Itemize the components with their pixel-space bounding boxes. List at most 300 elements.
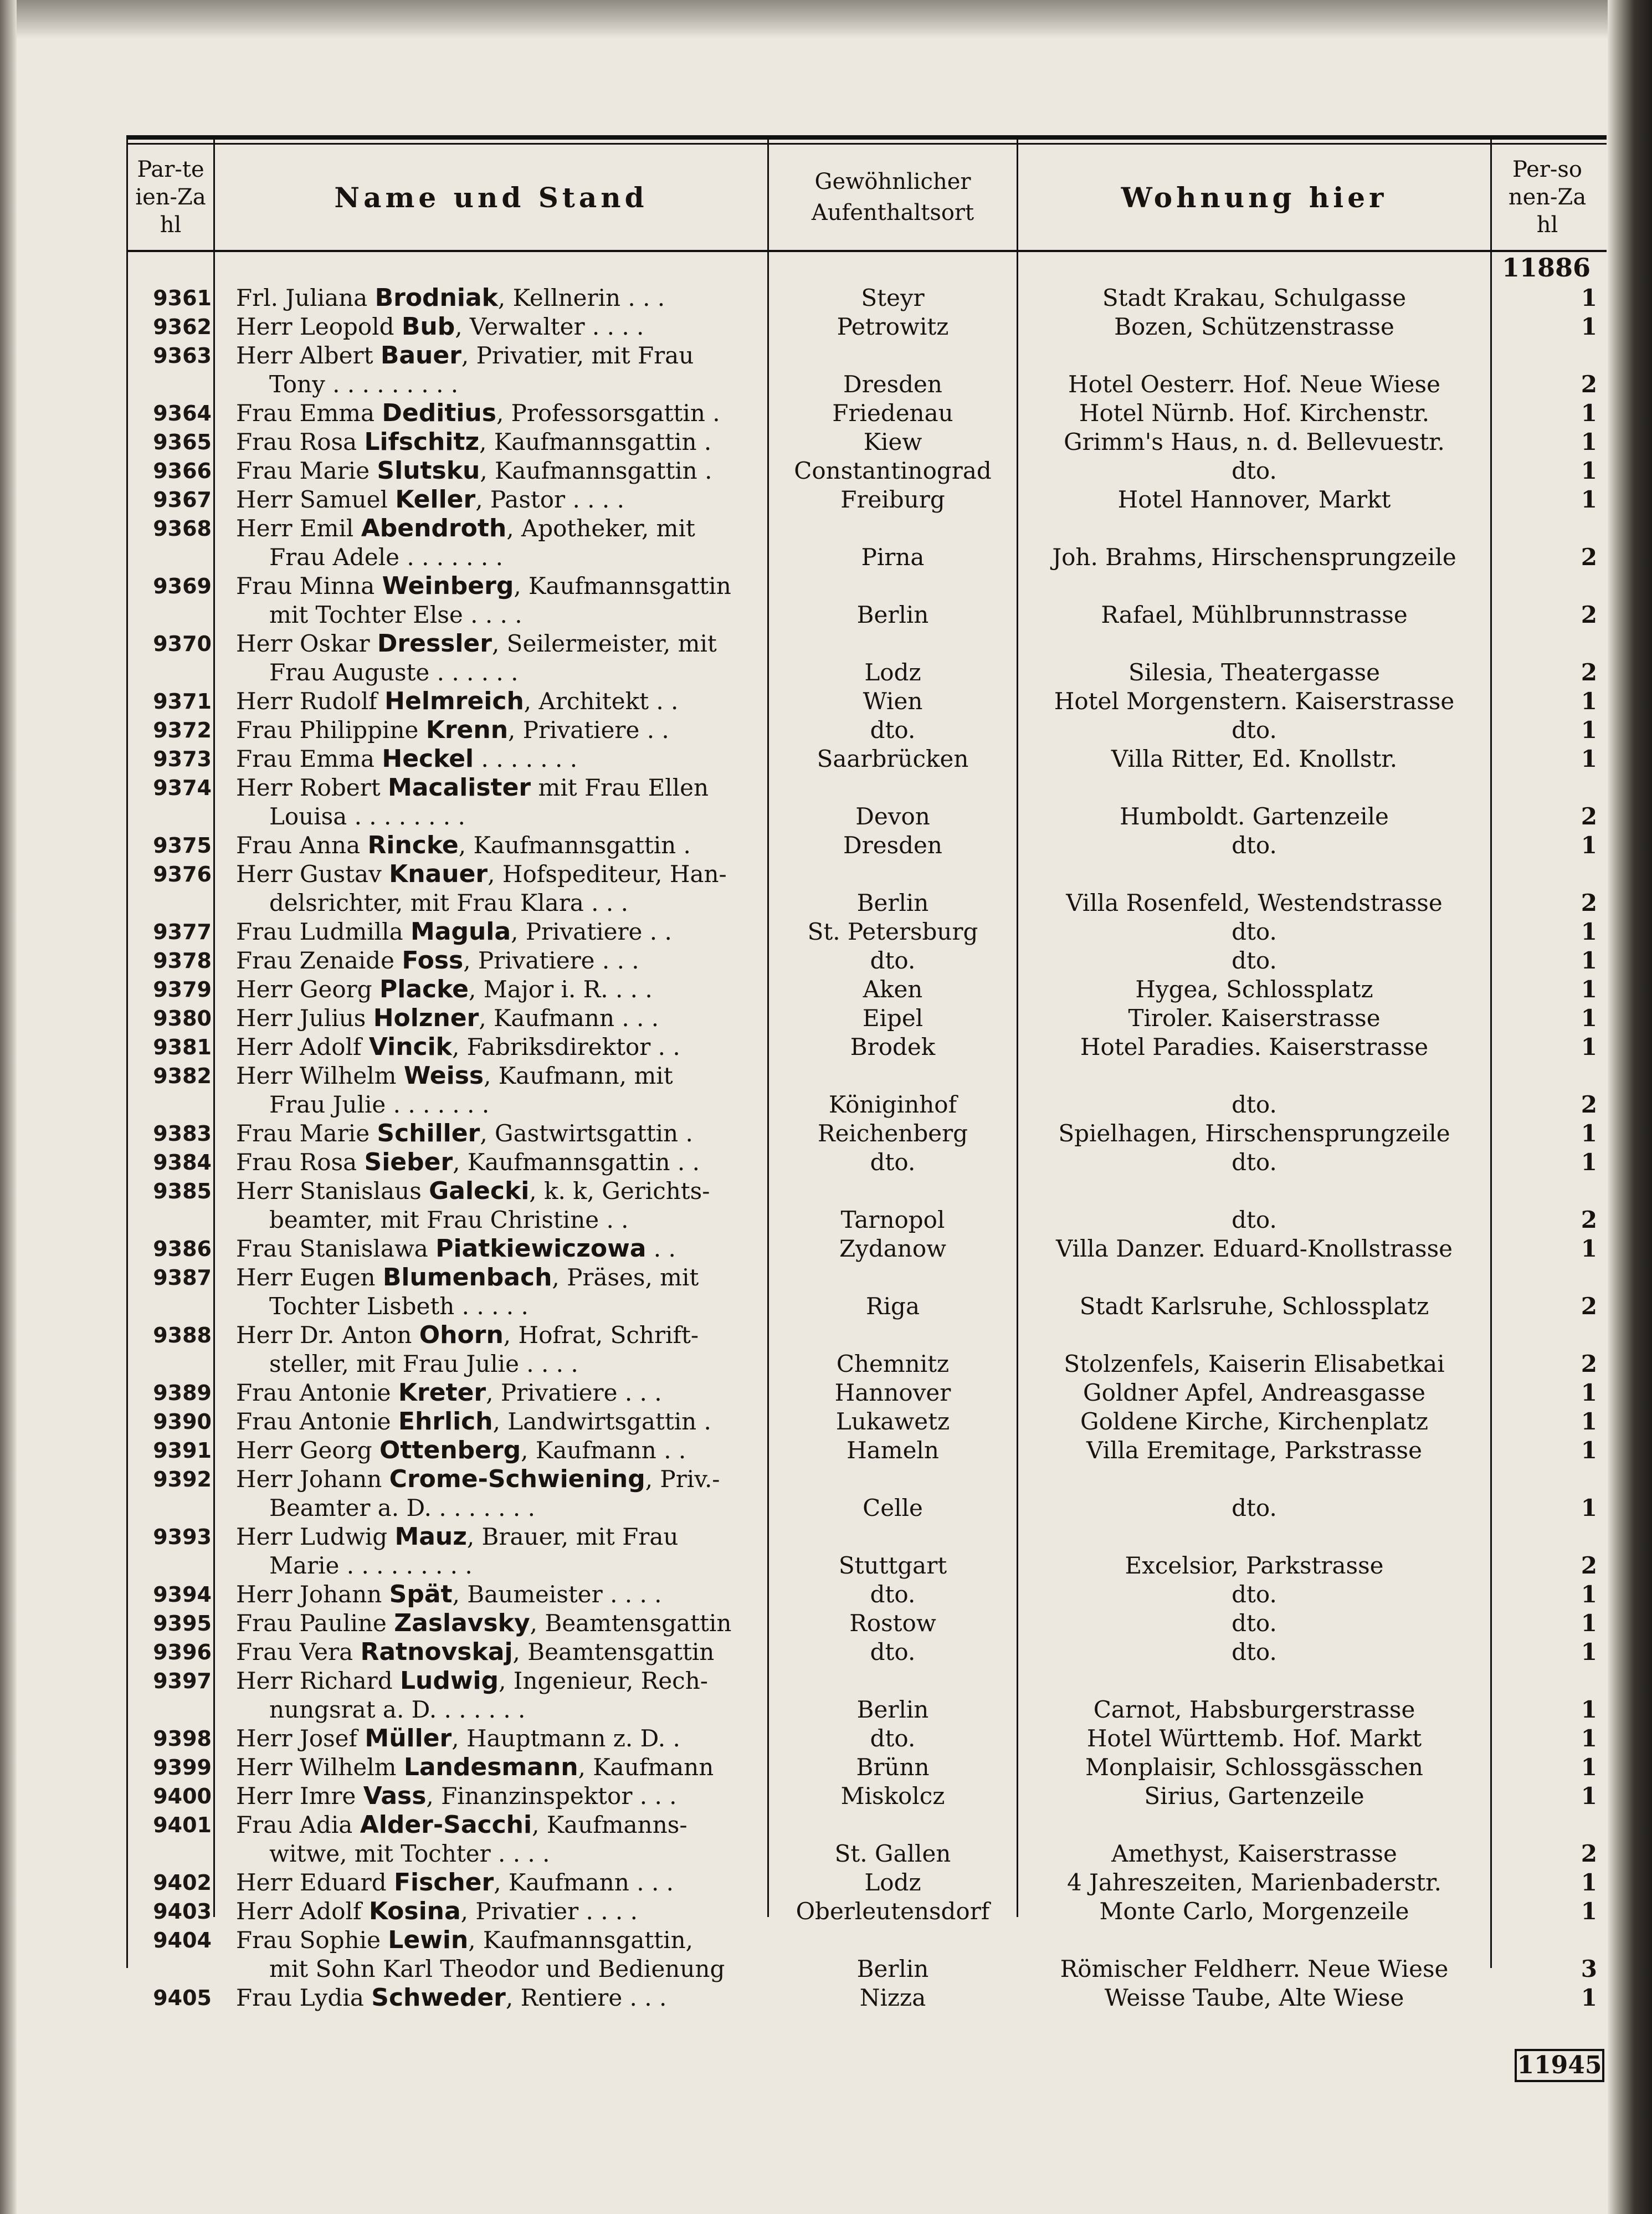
given-name: Herr Julius (236, 1004, 373, 1032)
local-address: Stadt Karlsruhe, Schlossplatz (1079, 1293, 1429, 1320)
surname: Slutsku (377, 457, 480, 485)
occupation: , Hauptmann z. D. . (452, 1725, 680, 1752)
party-number: 9394 (153, 1582, 212, 1607)
given-name: Herr Wilhelm (236, 1754, 404, 1781)
local-address: Hygea, Schlossplatz (1135, 976, 1373, 1003)
usual-residence: Berlin (856, 601, 929, 628)
local-address: Hotel Morgenstern. Kaiserstrasse (1054, 688, 1455, 715)
occupation: , Kaufmann . . . (479, 1004, 659, 1032)
local-address: Römischer Feldherr. Neue Wiese (1060, 1955, 1449, 1982)
usual-residence: Petrowitz (837, 313, 949, 340)
local-address: Amethyst, Kaiserstrasse (1111, 1840, 1397, 1867)
occupation: , Kaufmannsgattin (514, 572, 731, 599)
surname: Kosina (368, 1897, 461, 1925)
occupation: , Architekt . . (524, 688, 679, 715)
surname: Bauer (380, 341, 461, 370)
party-number: 9362 (153, 315, 212, 339)
surname: Ludwig (399, 1667, 499, 1695)
local-address: Spielhagen, Hirschensprungzeile (1058, 1120, 1450, 1147)
occupation: , Kaufmanns- (532, 1811, 688, 1838)
header-wohnung-hier (1018, 145, 1490, 249)
person-count: 1 (1581, 1408, 1597, 1435)
register-row (126, 1119, 1607, 1148)
header-wohnung-text: Wohnung hier (1121, 181, 1388, 214)
surname: Dressler (377, 629, 492, 658)
register-row (126, 1782, 1607, 1811)
local-address: Hotel Oesterr. Hof. Neue Wiese (1068, 371, 1440, 398)
surname: Alder-Sacchi (360, 1811, 532, 1839)
usual-residence: Oberleutensdorf (796, 1898, 990, 1925)
party-number: 9401 (153, 1813, 212, 1837)
register-row (126, 1724, 1607, 1753)
person-count: 1 (1581, 1581, 1597, 1608)
party-number: 9370 (153, 632, 212, 656)
local-address: Sirius, Gartenzeile (1144, 1782, 1364, 1810)
party-number: 9385 (153, 1179, 212, 1203)
person-count: 2 (1581, 1350, 1597, 1377)
local-address: dto. (1232, 1206, 1277, 1233)
given-name: Frau Antonie (236, 1408, 398, 1435)
occupation: , Pastor . . . . (475, 486, 624, 513)
register-row (126, 1033, 1607, 1062)
surname: Bub (401, 312, 455, 341)
register-row (126, 341, 1607, 399)
given-name: Frau Rosa (236, 428, 365, 455)
surname: Mauz (394, 1523, 467, 1551)
surname: Lewin (388, 1926, 469, 1954)
header-partei-zahl (128, 145, 213, 249)
given-name: Herr Stanislaus (236, 1177, 429, 1205)
occupation: , Priv.- (645, 1465, 720, 1493)
person-count: 2 (1581, 1091, 1597, 1118)
usual-residence: Reichenberg (817, 1120, 968, 1147)
usual-residence: Constantinograd (794, 457, 992, 484)
usual-residence: dto. (870, 1725, 916, 1752)
person-count: 1 (1581, 1638, 1597, 1665)
surname: Deditius (382, 399, 496, 427)
occupation: . . (646, 1235, 676, 1262)
given-name: Herr Ludwig (236, 1523, 395, 1550)
surname: Krenn (425, 716, 509, 744)
register-row (126, 399, 1607, 428)
occupation: , k. k, Gerichts- (529, 1177, 710, 1205)
header-personen-zahl (1492, 145, 1603, 249)
party-number: 9375 (153, 833, 212, 858)
given-name: Frau Adia (236, 1811, 360, 1838)
occupation: mit Frau Ellen (531, 774, 709, 801)
local-address: Weisse Taube, Alte Wiese (1104, 1984, 1404, 2011)
occupation: , Kaufmannsgattin . . (453, 1149, 700, 1176)
given-name: Herr Richard (236, 1667, 400, 1694)
occupation: , Kaufmannsgattin, (468, 1926, 693, 1954)
register-row (126, 312, 1607, 341)
party-number: 9403 (153, 1899, 212, 1924)
surname: Foss (402, 946, 464, 975)
given-name: Herr Albert (236, 342, 381, 369)
register-row (126, 860, 1607, 918)
given-name: Herr Rudolf (236, 688, 385, 715)
given-name: Frl. Juliana (236, 284, 375, 311)
surname: Rincke (367, 831, 459, 859)
local-address: dto. (1232, 1638, 1277, 1665)
usual-residence: dto. (870, 716, 916, 744)
occupation: , Privatiere . . . (486, 1379, 662, 1406)
party-number: 9364 (153, 401, 212, 426)
register-row (126, 1753, 1607, 1782)
surname: Zaslavsky (394, 1609, 530, 1637)
surname: Ottenberg (379, 1436, 521, 1464)
register-row (126, 946, 1607, 975)
party-number: 9378 (153, 949, 212, 973)
party-number: 9388 (153, 1323, 212, 1347)
occupation: , Landwirtsgattin . (492, 1408, 711, 1435)
surname: Ehrlich (398, 1407, 493, 1436)
party-number: 9367 (153, 488, 212, 512)
local-address: dto. (1232, 1610, 1277, 1637)
occupation: , Gastwirtsgattin . (480, 1120, 693, 1147)
local-address: dto. (1232, 1149, 1277, 1176)
person-count: 2 (1581, 803, 1597, 830)
surname: Schiller (377, 1119, 480, 1147)
usual-residence: Lodz (864, 659, 921, 686)
party-number: 9380 (153, 1006, 212, 1031)
party-number: 9379 (153, 977, 212, 1002)
given-name: Herr Georg (236, 1437, 379, 1464)
surname: Weiss (403, 1062, 484, 1090)
header-rule (126, 250, 1607, 252)
register-row (126, 1984, 1607, 2012)
occupation: , Ingenieur, Rech- (499, 1667, 708, 1694)
carry-over-count: 11886 (1501, 253, 1591, 283)
usual-residence: Brünn (856, 1754, 930, 1781)
given-name: Herr Gustav (236, 860, 389, 888)
local-address: dto. (1232, 1091, 1277, 1118)
party-number: 9373 (153, 747, 212, 771)
usual-residence: Stuttgart (838, 1552, 947, 1579)
register-row (126, 745, 1607, 773)
occupation: , Finanzinspektor . . . (426, 1782, 677, 1810)
register-row (126, 1523, 1607, 1580)
person-count: 1 (1581, 486, 1597, 513)
usual-residence: Kiew (863, 428, 922, 455)
top-rule (126, 135, 1607, 140)
local-address: Hotel Hannover, Markt (1117, 486, 1391, 513)
local-address: Monte Carlo, Morgenzeile (1099, 1898, 1409, 1925)
given-name: Frau Lydia (236, 1984, 372, 2011)
party-number: 9387 (153, 1265, 212, 1290)
register-row (126, 485, 1607, 514)
usual-residence: Rostow (849, 1610, 936, 1637)
occupation: , Kaufmann . . . (494, 1869, 674, 1896)
occupation: , Kaufmann, mit (484, 1062, 673, 1089)
person-count: 3 (1581, 1955, 1597, 1982)
person-count: 2 (1581, 1293, 1597, 1320)
person-count: 1 (1581, 1610, 1597, 1637)
person-count: 1 (1581, 1494, 1597, 1521)
usual-residence: Wien (863, 688, 923, 715)
party-number: 9399 (153, 1755, 212, 1780)
given-name: Herr Eduard (236, 1869, 394, 1896)
party-number: 9365 (153, 430, 212, 454)
surname: Kreter (398, 1378, 486, 1407)
party-number: 9376 (153, 862, 212, 886)
name-continuation: mit Tochter Else . . . . (269, 601, 522, 628)
given-name: Frau Marie (236, 1120, 377, 1147)
usual-residence: Nizza (859, 1984, 926, 2011)
occupation: , Privatiere . . (508, 716, 669, 744)
occupation: , Apotheker, mit (506, 515, 695, 542)
given-name: Frau Philippine (236, 716, 426, 744)
register-row (126, 687, 1607, 716)
register-row (126, 1263, 1607, 1321)
register-entries (126, 284, 1607, 2012)
register-row (126, 514, 1607, 572)
party-number: 9386 (153, 1237, 212, 1261)
party-number: 9366 (153, 459, 212, 483)
local-address: 4 Jahreszeiten, Marienbaderstr. (1067, 1869, 1441, 1896)
usual-residence: Dresden (843, 371, 942, 398)
surname: Müller (365, 1724, 452, 1752)
given-name: Herr Imre (236, 1782, 363, 1810)
register-row (126, 1465, 1607, 1523)
party-number: 9382 (153, 1064, 212, 1088)
local-address: dto. (1232, 1494, 1277, 1521)
occupation: , Seilermeister, mit (491, 630, 717, 657)
party-number: 9391 (153, 1438, 212, 1463)
party-number: 9395 (153, 1611, 212, 1636)
given-name: Frau Pauline (236, 1610, 394, 1637)
occupation: , Brauer, mit Frau (466, 1523, 679, 1550)
local-address: dto. (1232, 947, 1277, 974)
given-name: Herr Leopold (236, 313, 402, 340)
local-address: Excelsior, Parkstrasse (1125, 1552, 1384, 1579)
party-number: 9384 (153, 1150, 212, 1175)
given-name: Frau Vera (236, 1638, 361, 1665)
usual-residence: Berlin (856, 889, 929, 916)
given-name: Frau Sophie (236, 1926, 388, 1954)
local-address: Tiroler. Kaiserstrasse (1128, 1004, 1381, 1032)
usual-residence: Eipel (862, 1004, 924, 1032)
usual-residence: Berlin (856, 1955, 929, 1982)
occupation: , Fabriksdirektor . . (452, 1033, 680, 1060)
local-address: Goldene Kirche, Kirchenplatz (1080, 1408, 1428, 1435)
given-name: Frau Marie (236, 457, 377, 484)
person-count: 1 (1581, 457, 1597, 484)
party-number: 9398 (153, 1726, 212, 1751)
surname: Weinberg (382, 572, 514, 600)
surname: Abendroth (361, 514, 507, 542)
person-count: 1 (1581, 1696, 1597, 1723)
given-name: Herr Oskar (236, 630, 377, 657)
name-continuation: delsrichter, mit Frau Klara . . . (269, 889, 628, 916)
local-address: Rafael, Mühlbrunnstrasse (1101, 601, 1408, 628)
register-row (126, 773, 1607, 831)
person-count: 1 (1581, 1725, 1597, 1752)
given-name: Frau Rosa (236, 1149, 365, 1176)
occupation: , Kaufmann . . (521, 1437, 686, 1464)
usual-residence: Berlin (856, 1696, 929, 1723)
surname: Vincik (368, 1033, 452, 1061)
given-name: Herr Georg (236, 976, 379, 1003)
person-count: 2 (1581, 371, 1597, 398)
surname: Brodniak (374, 284, 498, 312)
person-count: 1 (1581, 1782, 1597, 1810)
surname: Crome-Schwiening (389, 1465, 645, 1493)
usual-residence: Chemnitz (836, 1350, 950, 1377)
register-row (126, 1609, 1607, 1638)
occupation: , Beamtensgattin (512, 1638, 715, 1665)
person-count: 2 (1581, 601, 1597, 628)
person-count: 1 (1581, 313, 1597, 340)
register-row (126, 975, 1607, 1004)
surname: Keller (395, 485, 476, 514)
person-count: 1 (1581, 1379, 1597, 1406)
given-name: Frau Ludmilla (236, 918, 411, 945)
party-number: 9396 (153, 1640, 212, 1664)
usual-residence: Lodz (864, 1869, 921, 1896)
name-continuation: Louisa . . . . . . . . (269, 803, 465, 830)
register-row (126, 1926, 1607, 1984)
register-row (126, 1897, 1607, 1926)
surname: Spät (389, 1580, 453, 1608)
local-address: Carnot, Habsburgerstrasse (1093, 1696, 1415, 1723)
person-count: 1 (1581, 976, 1597, 1003)
party-number: 9400 (153, 1784, 212, 1808)
name-continuation: steller, mit Frau Julie . . . . (269, 1350, 578, 1377)
local-address: Hotel Paradies. Kaiserstrasse (1080, 1033, 1429, 1060)
person-count: 2 (1581, 1840, 1597, 1867)
register-row (126, 1004, 1607, 1033)
local-address: Silesia, Theatergasse (1128, 659, 1380, 686)
local-address: Villa Rosenfeld, Westendstrasse (1066, 889, 1443, 916)
register-row (126, 284, 1607, 312)
register-row (126, 1436, 1607, 1465)
surname: Blumenbach (382, 1263, 552, 1292)
header-name-und-stand (215, 145, 767, 249)
register-row (126, 831, 1607, 860)
local-address: Villa Danzer. Eduard-Knollstrasse (1055, 1235, 1453, 1262)
person-count: 1 (1581, 1120, 1597, 1147)
person-count: 2 (1581, 544, 1597, 571)
usual-residence: Riga (866, 1293, 920, 1320)
surname: Landesmann (403, 1753, 578, 1781)
name-continuation: nungsrat a. D. . . . . . . (269, 1696, 526, 1723)
name-continuation: beamter, mit Frau Christine . . (269, 1206, 629, 1233)
usual-residence: Hannover (834, 1379, 951, 1406)
usual-residence: dto. (870, 1638, 916, 1665)
register-row (126, 428, 1607, 457)
local-address: dto. (1232, 1581, 1277, 1608)
local-address: Villa Eremitage, Parkstrasse (1086, 1437, 1422, 1464)
usual-residence: Königinhof (828, 1091, 957, 1118)
person-count: 1 (1581, 1235, 1597, 1262)
party-number: 9381 (153, 1035, 212, 1059)
header-aufenthaltsort (769, 145, 1017, 249)
given-name: Herr Emil (236, 515, 361, 542)
occupation: , Privatiere . . . (463, 947, 639, 974)
register-row (126, 1234, 1607, 1263)
local-address: Villa Ritter, Ed. Knollstr. (1111, 745, 1398, 772)
usual-residence: Devon (855, 803, 930, 830)
usual-residence: Miskolcz (840, 1782, 945, 1810)
party-number: 9371 (153, 689, 212, 714)
occupation: , Baumeister . . . . (452, 1581, 662, 1608)
person-count: 1 (1581, 1869, 1597, 1896)
local-address: Hotel Nürnb. Hof. Kirchenstr. (1079, 399, 1430, 427)
person-count: 1 (1581, 745, 1597, 772)
given-name: Herr Samuel (236, 486, 396, 513)
register-row (126, 1407, 1607, 1436)
name-continuation: Frau Julie . . . . . . . (269, 1091, 490, 1118)
name-continuation: Frau Auguste . . . . . . (269, 659, 519, 686)
name-continuation: Marie . . . . . . . . . (269, 1552, 473, 1579)
given-name: Herr Robert (236, 774, 388, 801)
register-row (126, 572, 1607, 629)
register-row (126, 716, 1607, 745)
local-address: dto. (1232, 716, 1277, 744)
usual-residence: Aken (863, 976, 923, 1003)
given-name: Herr Adolf (236, 1898, 369, 1925)
given-name: Herr Eugen (236, 1264, 383, 1291)
surname: Heckel (382, 745, 474, 773)
local-address: Stadt Krakau, Schulgasse (1102, 284, 1407, 311)
surname: Knauer (389, 860, 488, 888)
surname: Magula (411, 918, 511, 946)
local-address: Grimm's Haus, n. d. Bellevuestr. (1064, 428, 1445, 455)
surname: Holzner (373, 1004, 479, 1032)
local-address: Bozen, Schützenstrasse (1114, 313, 1394, 340)
party-number: 9390 (153, 1410, 212, 1434)
local-address: dto. (1232, 832, 1277, 859)
surname: Ohorn (419, 1321, 504, 1349)
given-name: Frau Emma (236, 399, 382, 427)
person-count: 2 (1581, 1206, 1597, 1233)
given-name: Frau Antonie (236, 1379, 398, 1406)
register-row (126, 1667, 1607, 1724)
party-number: 9374 (153, 776, 212, 800)
usual-residence: Dresden (843, 832, 942, 859)
occupation: , Privatier, mit Frau (461, 342, 694, 369)
person-count: 2 (1581, 889, 1597, 916)
party-number: 9369 (153, 574, 212, 598)
usual-residence: Zydanow (839, 1235, 947, 1262)
occupation: , Kaufmann (578, 1754, 714, 1781)
party-number: 9404 (153, 1928, 212, 1952)
given-name: Herr Johann (236, 1581, 389, 1608)
name-continuation: Tony . . . . . . . . . (269, 371, 459, 398)
given-name: Frau Minna (236, 572, 382, 599)
surname: Sieber (364, 1148, 453, 1176)
person-count: 1 (1581, 1984, 1597, 2011)
usual-residence: Saarbrücken (817, 745, 969, 772)
surname: Galecki (429, 1177, 530, 1205)
person-count: 1 (1581, 918, 1597, 945)
person-count: 1 (1581, 399, 1597, 427)
register-row (126, 1148, 1607, 1177)
register-row (126, 1580, 1607, 1609)
person-count: 1 (1581, 1004, 1597, 1032)
occupation: , Präses, mit (552, 1264, 699, 1291)
register-row (126, 629, 1607, 687)
top-rule-thin (126, 143, 1607, 145)
usual-residence: Freiburg (840, 486, 945, 513)
surname: Fischer (393, 1868, 494, 1897)
header-aufenthaltsort-text: Gewöhnlicher Aufenthaltsort (811, 169, 974, 226)
header-name-text: Name und Stand (334, 181, 648, 214)
register-row (126, 457, 1607, 485)
register-row (126, 1378, 1607, 1407)
party-number: 9368 (153, 516, 212, 541)
